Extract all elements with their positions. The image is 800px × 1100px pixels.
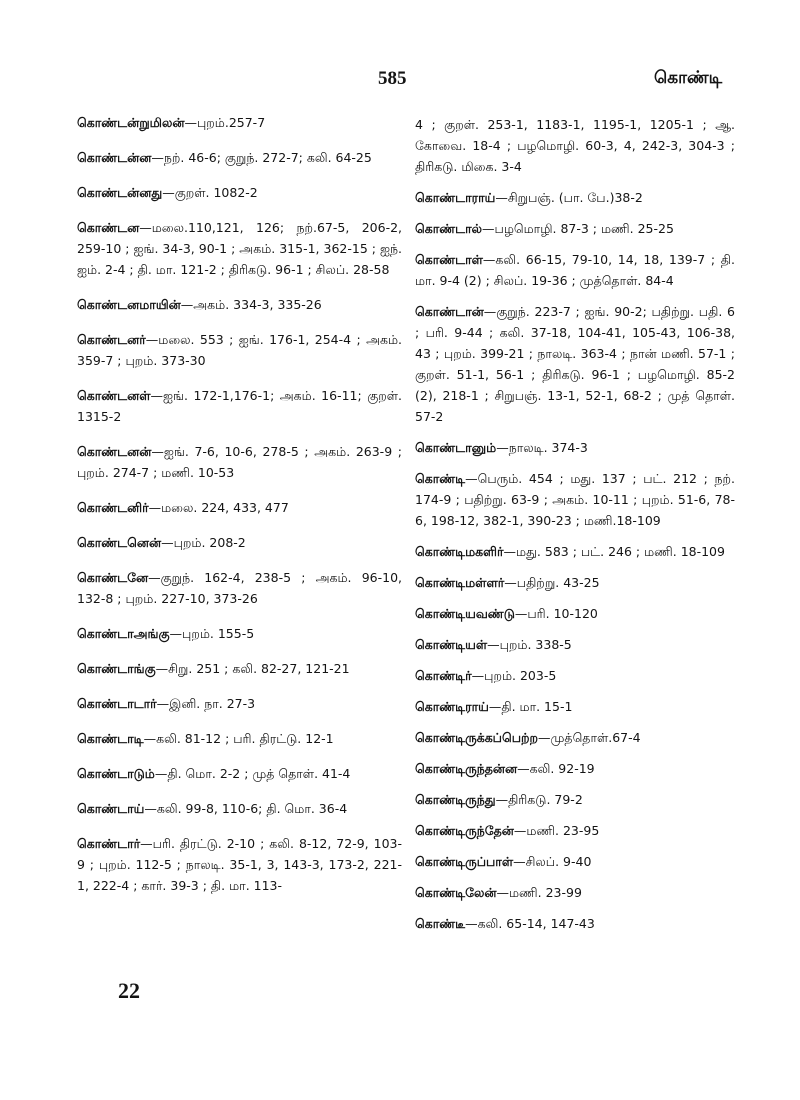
- index-entry: [415, 603, 735, 624]
- entry-dash: —: [488, 699, 502, 714]
- index-entry: [77, 329, 402, 371]
- index-entry: [415, 187, 735, 208]
- index-entry: [415, 541, 735, 562]
- entry-references: நற். 46-6; குறுந். 272-7; கலி. 64-25: [163, 150, 372, 165]
- index-entry: [415, 789, 735, 810]
- entry-references: குறுந். 162-4, 238-5 ; அகம். 96-10, 132-8 ; புறம். 227-10, 373-26: [77, 570, 402, 606]
- entry-references: கலி. 92-19: [529, 761, 595, 776]
- entry-dash: —: [513, 823, 527, 838]
- entry-dash: —: [482, 221, 495, 236]
- entry-references: புறம். 203-5: [484, 668, 557, 683]
- entry-headword: கொண்டன: [77, 220, 140, 235]
- entry-references: தி. மொ. 2-2 ; முத் தொள். 41-4: [167, 766, 351, 781]
- entry-headword: கொண்டியவண்டு: [415, 606, 515, 621]
- entry-references: கலி. 66-15, 79-10, 14, 18, 139-7 ; தி. மா. 9-4 (2) ; சிலப். 19-36 ; முத்தொள். 84-4: [415, 252, 735, 288]
- index-entry: [415, 218, 735, 239]
- entry-headword: கொண்டிருந்தன்ன: [415, 761, 518, 776]
- entry-references: பதிற்று. 43-25: [516, 575, 600, 590]
- entry-dash: —: [465, 916, 478, 931]
- entry-headword: கொண்டிருந்து: [415, 792, 496, 807]
- entry-references: புறம். 155-5: [182, 626, 255, 641]
- index-entry: [77, 294, 402, 315]
- index-entry: [77, 441, 402, 483]
- entry-dash: —: [503, 544, 517, 559]
- index-entry: [77, 532, 402, 553]
- entry-references: கலி. 81-12 ; பரி. திரட்டு. 12-1: [156, 731, 334, 746]
- entry-headword: கொண்டானும்: [415, 440, 497, 455]
- entry-dash: —: [471, 668, 485, 683]
- entry-headword: கொண்டியள்: [415, 637, 488, 652]
- entry-references: இனி. நா. 27-3: [169, 696, 256, 711]
- entry-references: மலை.110,121, 126; நற்.67-5, 206-2, 259-10 ; ஐங். 34-3, 90-1 ; அகம். 315-1, 362-15 ; ஐந். ஐம். 2-4 ; தி. மா. 121-2 ; திரிகடு. 96-1 ; சிலப். 28-58: [77, 220, 402, 277]
- entry-references: பரி. திரட்டு. 2-10 ; கலி. 8-12, 72-9, 103-9 ; புறம். 112-5 ; நாலடி. 35-1, 3, 143-3, 173-2, 221-1, 222-4 ; கார். 39-3 ; தி. மா. 113-: [77, 836, 402, 893]
- entry-references: பரி. 10-120: [527, 606, 598, 621]
- entry-references: குறுந். 223-7 ; ஐங். 90-2; பதிற்று. பதி. 6 ; பரி. 9-44 ; கலி. 37-18, 104-41, 105-43, 106-38, 43 ; புறம். 399-21 ; நாலடி. 363-4 ; நான் மணி. 57-1 ; குறள். 51-1, 56-1 ; திரிகடு. 96-1 ; பழமொழி. 85-2 (2), 218-1 ; சிறுபஞ். 13-1, 52-1, 68-2 ; முத் தொள். 57-2: [415, 304, 735, 424]
- left-column: [77, 112, 402, 910]
- entry-dash: —: [162, 185, 175, 200]
- index-entry: [77, 497, 402, 518]
- entry-references: தி. மா. 15-1: [501, 699, 573, 714]
- entry-headword: கொண்டி: [415, 471, 466, 486]
- index-entry: [77, 567, 402, 609]
- entry-dash: —: [465, 471, 478, 486]
- entry-headword: கொண்டாடி: [77, 731, 144, 746]
- entry-headword: கொண்டாய்: [77, 801, 145, 816]
- index-entry: [77, 763, 402, 784]
- entry-references: 4 ; குறள். 253-1, 1183-1, 1195-1, 1205-1 ; ஆ. கோவை. 18-4 ; பழமொழி. 60-3, 4, 242-3, 304-3 ; திரிகடு. மிகை. 3-4: [415, 117, 735, 174]
- entry-references: பழமொழி. 87-3 ; மணி. 25-25: [494, 221, 674, 236]
- entry-dash: —: [139, 220, 152, 235]
- entry-references: கலி. 65-14, 147-43: [477, 916, 595, 931]
- index-entry: [415, 851, 735, 872]
- index-entry: [415, 820, 735, 841]
- entry-headword: கொண்டாங்கு: [77, 661, 156, 676]
- entry-headword: கொண்டாள்: [415, 252, 483, 267]
- index-entry: [415, 665, 735, 686]
- entry-headword: கொண்டனமாயின்: [77, 297, 181, 312]
- index-entry: [77, 112, 402, 133]
- entry-headword: கொண்டிராய்: [415, 699, 489, 714]
- entry-headword: கொண்டனன்: [77, 444, 152, 459]
- entry-references: கலி. 99-8, 110-6; தி. மொ. 36-4: [156, 801, 348, 816]
- entry-references: சிறுபஞ். (பா. பே.)38-2: [507, 190, 643, 205]
- entry-references: மணி. 23-95: [526, 823, 600, 838]
- entry-dash: —: [161, 535, 174, 550]
- entry-headword: கொண்டன்றுமிலன்: [77, 115, 185, 130]
- entry-references: மணி. 23-99: [508, 885, 582, 900]
- entry-dash: —: [483, 304, 497, 319]
- index-entry: [415, 727, 735, 748]
- entry-headword: கொண்டிருப்பாள்: [415, 854, 514, 869]
- running-head: கொண்டி: [654, 68, 723, 88]
- entry-references: குறள். 1082-2: [174, 185, 258, 200]
- entry-references: மது. 583 ; பட். 246 ; மணி. 18-109: [516, 544, 725, 559]
- index-entry: [415, 437, 735, 458]
- entry-headword: கொண்டிருந்தேன்: [415, 823, 514, 838]
- entry-references: நாலடி. 374-3: [508, 440, 588, 455]
- entry-headword: கொண்டாஅங்கு: [77, 626, 170, 641]
- entry-dash: —: [517, 761, 530, 776]
- entry-dash: —: [150, 388, 164, 403]
- entry-references: ஐங். 172-1,176-1; அகம். 16-11; குறள். 1315-2: [77, 388, 402, 424]
- index-entry: [415, 913, 735, 934]
- entry-dash: —: [156, 696, 170, 711]
- entry-headword: கொண்டார்: [77, 836, 141, 851]
- index-entry: [415, 758, 735, 779]
- index-entry: [77, 623, 402, 644]
- entry-dash: —: [145, 332, 159, 347]
- entry-dash: —: [184, 115, 197, 130]
- index-entry: [415, 882, 735, 903]
- entry-headword: கொண்டாடார்: [77, 696, 157, 711]
- entry-headword: கொண்டனிர்: [77, 500, 149, 515]
- entry-references: மலை. 224, 433, 477: [161, 500, 289, 515]
- entry-headword: கொண்டிமள்ளர்: [415, 575, 505, 590]
- index-entry: [415, 114, 735, 177]
- entry-dash: —: [496, 885, 509, 900]
- entry-dash: —: [513, 854, 526, 869]
- entry-headword: கொண்டனே: [77, 570, 149, 585]
- entry-dash: —: [151, 444, 164, 459]
- entry-references: மலை. 553 ; ஐங். 176-1, 254-4 ; அகம். 359-7 ; புறம். 373-30: [77, 332, 402, 368]
- index-entry: [415, 572, 735, 593]
- entry-dash: —: [482, 252, 496, 267]
- entry-dash: —: [180, 297, 194, 312]
- entry-references: சிலப். 9-40: [525, 854, 592, 869]
- index-entry: [77, 658, 402, 679]
- signature-mark: 22: [118, 978, 140, 1003]
- entry-references: சிறு. 251 ; கலி. 82-27, 121-21: [168, 661, 350, 676]
- index-entry: [77, 182, 402, 203]
- entry-dash: —: [514, 606, 528, 621]
- entry-dash: —: [140, 836, 153, 851]
- entry-references: ஐங். 7-6, 10-6, 278-5 ; அகம். 263-9 ; புறம். 274-7 ; மணி. 10-53: [77, 444, 402, 480]
- index-entry: [415, 301, 735, 427]
- entry-dash: —: [144, 801, 157, 816]
- entry-headword: கொண்டனென்: [77, 535, 162, 550]
- page-number: 585: [378, 68, 407, 89]
- index-entry: [415, 696, 735, 717]
- index-entry: [415, 468, 735, 531]
- entry-headword: கொண்டாடும்: [77, 766, 155, 781]
- entry-headword: கொண்டனள்: [77, 388, 151, 403]
- entry-dash: —: [148, 500, 162, 515]
- entry-references: புறம். 208-2: [173, 535, 246, 550]
- entry-references: புறம்.257-7: [196, 115, 266, 130]
- entry-dash: —: [155, 661, 169, 676]
- index-entry: [77, 217, 402, 280]
- entry-dash: —: [143, 731, 157, 746]
- index-entry: [77, 693, 402, 714]
- entry-headword: கொண்டிமகளிர்: [415, 544, 504, 559]
- index-entry: [415, 634, 735, 655]
- entry-headword: கொண்டிலேன்: [415, 885, 497, 900]
- index-entry: [77, 798, 402, 819]
- entry-references: புறம். 338-5: [499, 637, 572, 652]
- index-entry: [415, 249, 735, 291]
- entry-dash: —: [495, 792, 509, 807]
- entry-dash: —: [487, 637, 500, 652]
- entry-dash: —: [495, 190, 508, 205]
- index-entry: [77, 833, 402, 896]
- entry-dash: —: [496, 440, 509, 455]
- entry-headword: கொண்டால்: [415, 221, 483, 236]
- entry-headword: கொண்டன்னது: [77, 185, 163, 200]
- entry-dash: —: [538, 730, 551, 745]
- index-entry: [77, 147, 402, 168]
- entry-references: அகம். 334-3, 335-26: [193, 297, 322, 312]
- entry-dash: —: [154, 766, 168, 781]
- index-entry: [77, 385, 402, 427]
- index-entry: [77, 728, 402, 749]
- right-column: [415, 114, 735, 944]
- entry-headword: கொண்டீ: [415, 916, 466, 931]
- entry-dash: —: [504, 575, 517, 590]
- entry-references: பெரும். 454 ; மது. 137 ; பட். 212 ; நற். 174-9 ; பதிற்று. 63-9 ; அகம். 10-11 ; புறம். 51-6, 78-6, 198-12, 382-1, 390-23 ; மணி.18-109: [415, 471, 735, 528]
- entry-headword: கொண்டாராய்: [415, 190, 496, 205]
- entry-headword: கொண்டனர்: [77, 332, 146, 347]
- entry-headword: கொண்டிருக்கப்பெற்ற: [415, 730, 539, 745]
- entry-dash: —: [169, 626, 183, 641]
- entry-headword: கொண்டான்: [415, 304, 484, 319]
- entry-references: முத்தொள்.67-4: [550, 730, 641, 745]
- entry-dash: —: [148, 570, 161, 585]
- entry-headword: கொண்டிர்: [415, 668, 472, 683]
- entry-dash: —: [151, 150, 164, 165]
- entry-references: திரிகடு. 79-2: [508, 792, 583, 807]
- entry-headword: கொண்டன்ன: [77, 150, 152, 165]
